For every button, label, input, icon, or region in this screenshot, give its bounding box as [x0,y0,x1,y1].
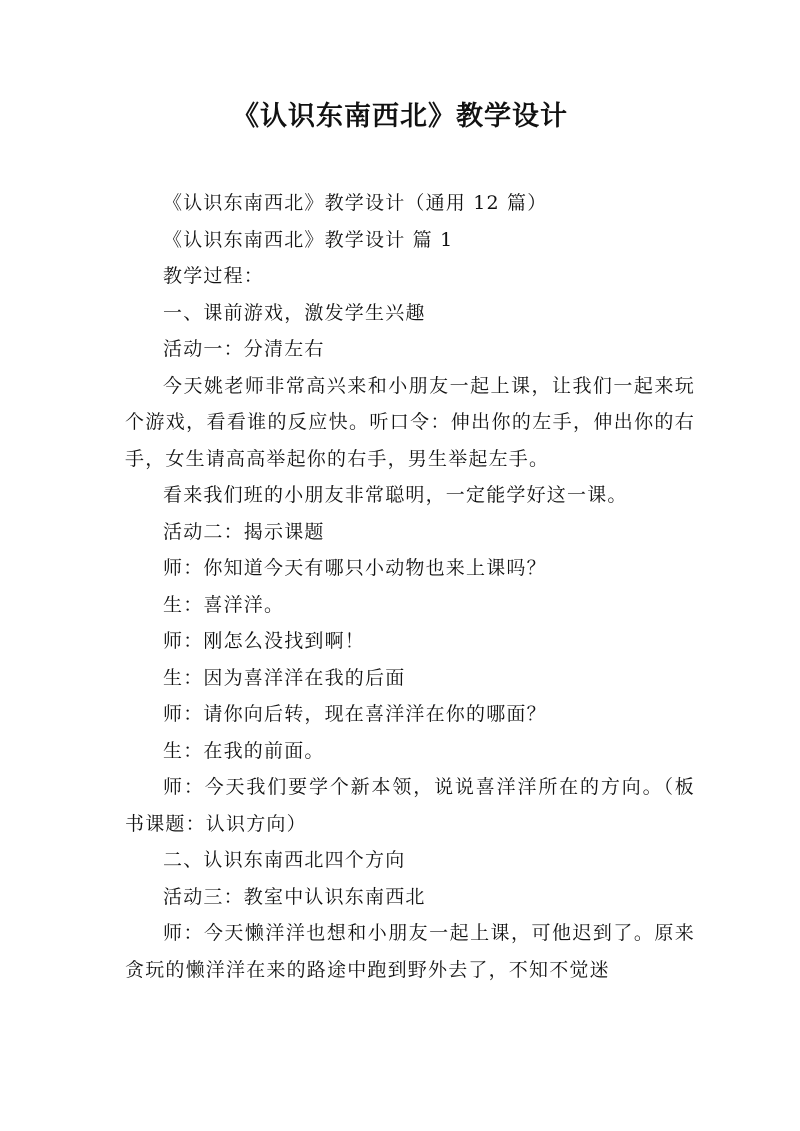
paragraph: 师：今天懒洋洋也想和小朋友一起上课，可他迟到了。原来贪玩的懒洋洋在来的路途中跑到野外去了，不知不觉迷 [125,922,695,981]
document-body [125,185,695,988]
paragraph: 今天姚老师非常高兴来和小朋友一起上课，让我们一起来玩个游戏，看看谁的反应快。听口令：伸出你的左手，伸出你的右手，女生请高高举起你的右手，男生举起左手。 [125,374,695,470]
paragraph: 活动三：教室中认识东南西北 [163,885,426,908]
paragraph: 二、认识东南西北四个方向 [163,849,406,871]
paragraph: 一、课前游戏，激发学生兴趣 [163,301,426,324]
paragraph-section-heading: 《认识东南西北》教学设计 篇 1 [163,228,454,251]
paragraph: 看来我们班的小朋友非常聪明，一定能学好这一课。 [163,484,628,506]
paragraph: 生：在我的前面。 [163,739,325,762]
paragraph: 师：刚怎么没找到啊！ [163,630,366,652]
paragraph: 师：你知道今天有哪只小动物也来上课吗？ [163,557,547,579]
paragraph: 活动一：分清左右 [163,338,325,360]
paragraph: 师：今天我们要学个新本领，说说喜洋洋所在的方向。（板书课题：认识方向） [125,776,695,835]
paragraph: 生：因为喜洋洋在我的后面 [163,666,406,689]
paragraph: 教学过程： [163,265,265,287]
paragraph: 师：请你向后转，现在喜洋洋在你的哪面？ [163,703,547,725]
paragraph: 生：喜洋洋。 [163,593,285,616]
paragraph-subtitle: 《认识东南西北》教学设计（通用 12 篇） [163,192,548,214]
document-title: 《认识东南西北》教学设计 [232,101,568,132]
paragraph: 活动二：揭示课题 [163,520,325,543]
